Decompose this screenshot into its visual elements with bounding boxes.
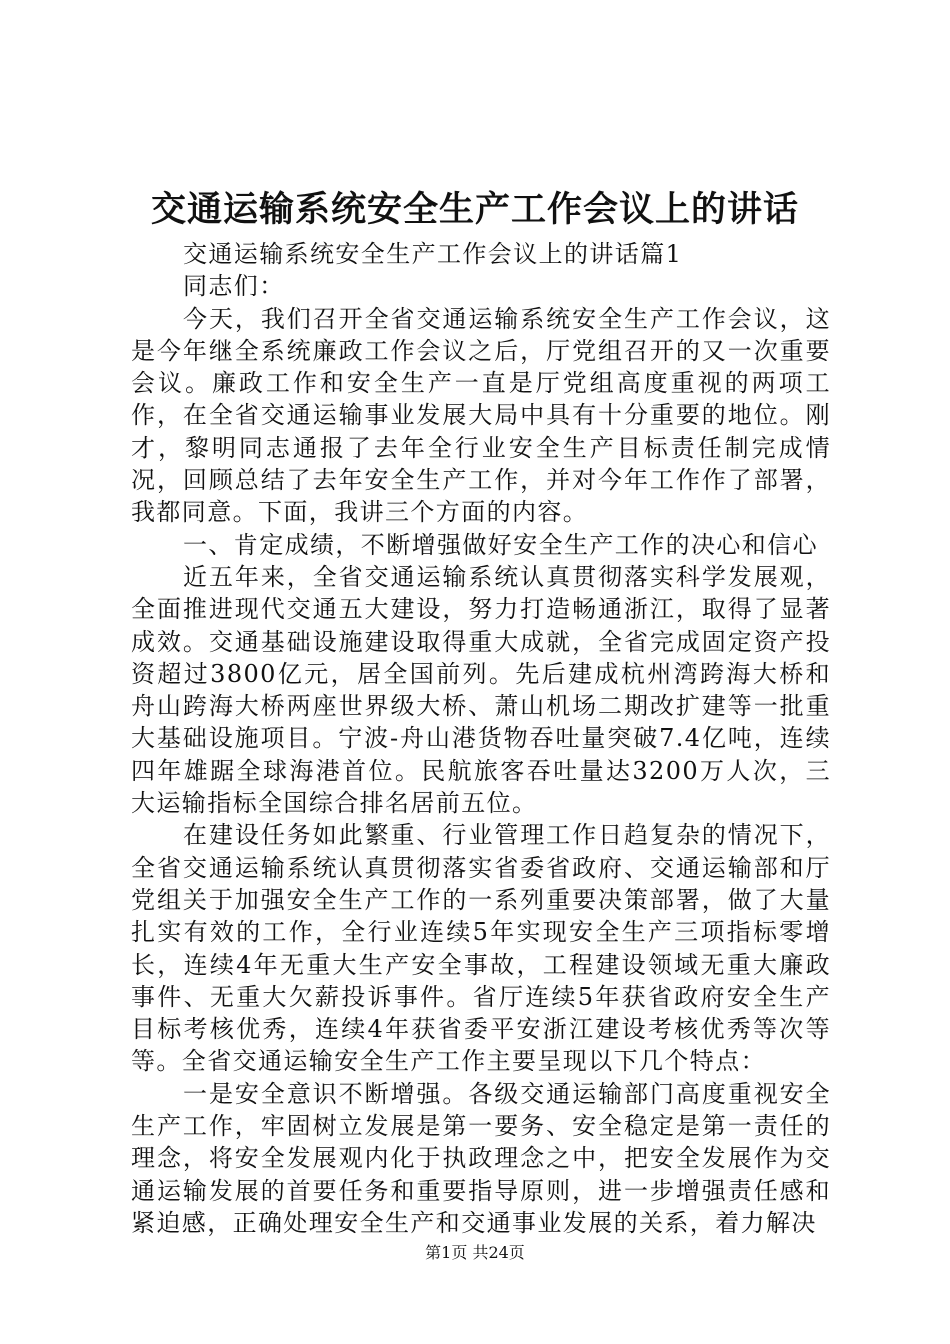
salutation: 同志们： [183, 272, 285, 301]
paragraph: 一是安全意识不断增强。各级交通运输部门高度重视安全生产工作，牢固树立发展是第一要务、安全稳定是第一责任的理念，将安全发展观内化于执政理念之中，把安全发展作为交通运输发展的首要任务和重要指导原则，进一步增强责任感和紧迫感，正确处理安全生产和交通事业发展的关系，着力解决 [131, 1079, 831, 1237]
paragraph: 在建设任务如此繁重、行业管理工作日趋复杂的情况下，全省交通运输系统认真贯彻落实省委省政府、交通运输部和厅党组关于加强安全生产工作的一系列重要决策部署，做了大量扎实有效的工作，全行业连续5年实现安全生产三项指标零增长，连续4年无重大生产安全事故，工程建设领域无重大廉政事件、无重大欠薪投诉事件。省厅连续5年获省政府安全生产目标考核优秀，连续4年获省委平安浙江建设考核优秀等次等等。全省交通运输安全生产工作主要呈现以下几个特点： [131, 821, 831, 1076]
document-body [131, 238, 831, 1239]
page-number-footer: 第1页 共24页 [425, 1243, 525, 1262]
section-heading: 交通运输系统安全生产工作会议上的讲话篇1 [183, 240, 683, 268]
section-heading: 一、肯定成绩，不断增强做好安全生产工作的决心和信心 [183, 530, 818, 559]
paragraph: 今天，我们召开全省交通运输系统安全生产工作会议，这是今年继全系统廉政工作会议之后，厅党组召开的又一次重要会议。廉政工作和安全生产一直是厅党组高度重视的两项工作，在全省交通运输事业发展大局中具有十分重要的地位。刚才，黎明同志通报了去年全行业安全生产目标责任制完成情况，回顾总结了去年安全生产工作，并对今年工作作了部署，我都同意。下面，我讲三个方面的内容。 [131, 304, 831, 527]
paragraph: 近五年来，全省交通运输系统认真贯彻落实科学发展观，全面推进现代交通五大建设，努力打造畅通浙江，取得了显著成效。交通基础设施建设取得重大成就，全省完成固定资产投资超过3800亿元，居全国前列。先后建成杭州湾跨海大桥和舟山跨海大桥两座世界级大桥、萧山机场二期改扩建等一批重大基础设施项目。宁波-舟山港货物吞吐量突破7.4亿吨，连续四年雄踞全球海港首位。民航旅客吞吐量达3200万人次，三大运输指标全国综合排名居前五位。 [131, 562, 831, 818]
document-title: 交通运输系统安全生产工作会议上的讲话 [150, 189, 799, 230]
